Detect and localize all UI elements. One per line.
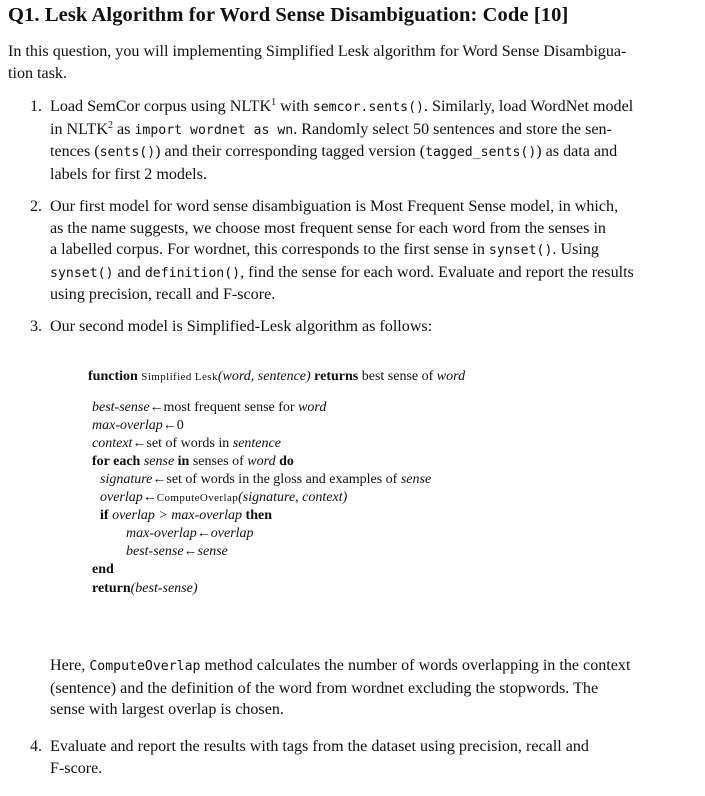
item-number-1: 1. — [30, 98, 43, 115]
item-number-4: 4. — [30, 738, 43, 755]
algorithm-line-best-sense: best-sense←most frequent sense for word — [92, 400, 327, 415]
algorithm-line-signature: signature←set of words in the gloss and examples of sense — [100, 472, 432, 487]
function-name: Simplified Lesk — [141, 371, 218, 383]
code-compute-overlap: ComputeOverlap — [89, 659, 201, 674]
item-3-text: Our second model is Simplified-Lesk algorithm as follows: — [50, 318, 433, 335]
algorithm-line-if: if overlap > max-overlap then — [100, 508, 272, 523]
intro-paragraph: In this question, you will implementing Simplified Lesk algorithm for Word Sense Disambigua- tion task. — [8, 43, 627, 82]
item-1-text: Load SemCor corpus using NLTK$^1$ with semcor.sents(). Similarly, load WordNet model in NLTK$^2$ as import wordnet as wn. Randomly select 50 sentences and store the sen- tences (sents()) and their corresponding tagged version (tagged_sents()) as data and labels for first 2 models. — [50, 97, 634, 183]
algorithm-line-context: context←set of words in sentence — [92, 436, 281, 451]
code-synset: synset() — [488, 243, 553, 258]
item-number-3: 3. — [30, 318, 43, 335]
algorithm-line-end: end — [92, 562, 114, 577]
code-synset-2: synset() — [50, 265, 114, 281]
item-number-2: 2. — [30, 198, 43, 215]
code-definition: definition() — [144, 265, 241, 281]
algorithm-line-update-max: max-overlap←overlap — [126, 526, 254, 541]
code-semcor-sents: semcor.sents() — [312, 100, 424, 115]
item-2-text: Our first model for word sense disambiguation is Most Frequent Sense model, in which, as the name suggests, we choose most frequent sense for each word from the senses in a labelled corpus. For wordnet, this corresponds to the first sense in synset(). Using synset() and definition(), find the sense for each word. Evaluate and report the results using precision, recall and F-score. — [50, 198, 634, 303]
code-tagged-sents: tagged_sents() — [425, 145, 537, 160]
item-4-text: Evaluate and report the results with tags from the dataset using precision, recall and F-score. — [50, 738, 589, 777]
question-title: Q1. Lesk Algorithm for Word Sense Disambiguation: Code [10] — [8, 4, 569, 26]
algorithm-line-max-overlap: max-overlap←0 — [92, 418, 184, 433]
algorithm-line-for-each: for each sense in senses of word do — [92, 454, 294, 469]
algorithm-line-return: return(best-sense) — [92, 581, 198, 596]
after-algorithm-paragraph: Here, ComputeOverlap method calculates the number of words overlapping in the context (sentence) and the definition of the word from wordnet excluding the stopwords. The sense with largest overlap is chosen. — [50, 657, 631, 718]
code-import-wordnet: import wordnet as wn — [134, 122, 294, 138]
code-sents: sents() — [99, 145, 156, 160]
algorithm-line-update-best: best-sense←sense — [126, 544, 228, 559]
algorithm-header: function Simplified Lesk(word, sentence) returns best sense of word — [88, 369, 466, 384]
algorithm-line-overlap: overlap←ComputeOverlap(signature, context) — [100, 490, 348, 505]
